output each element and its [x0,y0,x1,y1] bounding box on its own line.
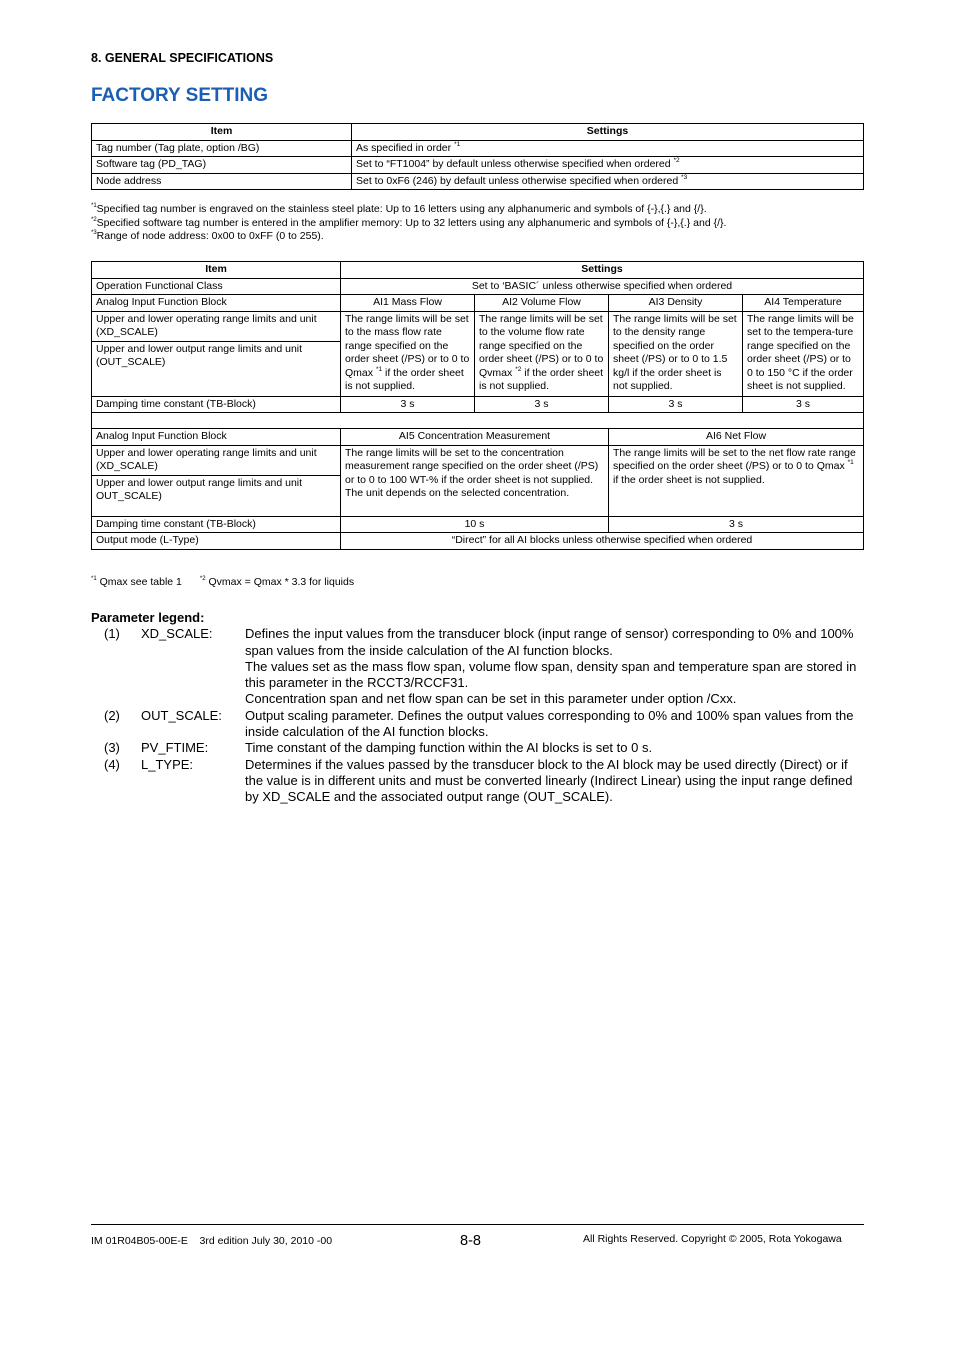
page-number: 8-8 [460,1233,481,1249]
block-name-cell: AI5 Concentration Measurement [341,429,609,446]
item-cell: Upper and lower output range limits and unit OUT_SCALE) [92,475,341,516]
legend-number: (1) [104,626,120,642]
table-row [92,429,864,446]
range-desc-cell: The range limits will be set to the mass flow rate range specified on the order sheet (/PS) or to 0 to Qmax $^{*1}$ if the order sheet is not supplied. [341,311,475,396]
legend-definition: Output scaling parameter. Defines the output values corresponding to 0% and 100% span values from the inside calculation of the AI function blocks. [245,707,854,740]
item-cell: Upper and lower output range limits and unit (OUT_SCALE) [92,341,341,396]
legend-line: Defines the input values from the transducer block (input range of sensor) corresponding to 0% and 100% span values from the inside calculation of the AI function blocks. [245,626,854,658]
legend-item [91,626,866,707]
footnotes-table1 [91,203,726,244]
footer-divider [91,1224,864,1225]
setting-cell: Set to “FT1004” by default unless otherwise specified when ordered $^{*2}$ [352,157,864,174]
range-desc-cell: The range limits will be set to the tempera-ture range specified on the order sheet (/PS) or to 0 to 150 °C if the order sheet is not supplied. [743,311,864,396]
legend-item [91,708,866,741]
parameter-legend [91,610,866,806]
item-cell: Upper and lower operating range limits and unit (XD_SCALE) [92,445,341,475]
item-cell: Analog Input Function Block [92,429,341,446]
item-cell: Output mode (L-Type) [92,533,341,550]
item-cell: Damping time constant (TB-Block) [92,396,341,413]
table-header-row [92,262,864,279]
column-header: Item [92,262,341,279]
legend-definition: Time constant of the damping function within the AI blocks is set to 0 s. [245,740,653,756]
footnotes-table2: $^{*1}$ Qmax see table 1 $^{*2}$ Qvmax = Qmax * 3.3 for liquids [91,576,355,588]
value-cell: 3 s [475,396,609,413]
block-name-cell: AI1 Mass Flow [341,295,475,312]
setting-cell: “Direct” for all AI blocks unless otherwise specified when ordered [341,533,864,550]
column-header: Settings [352,124,864,141]
item-cell: Software tag (PD_TAG) [92,157,352,174]
setting-cell: Set to ‘BASIC´ unless otherwise specified when ordered [341,278,864,295]
value-cell: 3 s [743,396,864,413]
block-name-cell: AI4 Temperature [743,295,864,312]
column-header: Settings [341,262,864,279]
item-cell: Damping time constant (TB-Block) [92,516,341,533]
table-row [92,173,864,190]
copyright: All Rights Reserved. Copyright © 2005, Rota Yokogawa [583,1233,842,1245]
section-heading: 8. GENERAL SPECIFICATIONS [91,51,274,65]
footnote: $^{*1}$Specified tag number is engraved on the stainless steel plate: Up to 16 letters using any alphanumeric and symbols of {-},{.} and {/}. [91,203,707,215]
table-row [92,295,864,312]
spacer-row [92,413,864,429]
item-cell: Upper and lower operating range limits and unit (XD_SCALE) [92,311,341,341]
table-row [92,516,864,533]
legend-definition: Determines if the values passed by the transducer block to the AI block may be used directly (Direct) or if the value is in different units and must be converted linearly (Indirect Linear) using the input range defined by XD_SCALE and the associated output range (OUT_SCALE). [245,756,853,805]
legend-title: Parameter legend: [91,610,205,625]
setting-cell: Set to 0xF6 (246) by default unless otherwise specified when ordered $^{*3}$ [352,173,864,190]
factory-settings-table [91,123,864,190]
legend-line: The values set as the mass flow span, volume flow span, density span and temperature span are stored in this parameter in the RCCT3/RCCF31. [245,658,857,691]
footnote: $^{*2}$Specified software tag number is entered in the amplifier memory: Up to 32 letters using any alphanumeric and symbols of {-},{.} and {/}. [91,216,727,229]
item-cell: Analog Input Function Block [92,295,341,312]
setting-cell: As specified in order $^{*1}$ [352,140,864,157]
table-row [92,445,864,475]
column-header: Item [92,124,352,141]
value-cell: 3 s [341,396,475,413]
legend-number: (3) [104,740,120,756]
range-desc-cell: The range limits will be set to the concentration measurement range specified on the order sheet (/PS) or to 0 to 100 WT-% if the order sheet is not supplied. The unit depends on the selected concentration. [341,445,609,516]
value-cell: 3 s [609,396,743,413]
spacer-cell [92,413,864,429]
table-row [92,140,864,157]
table-header-row [92,124,864,141]
item-cell: Tag number (Tag plate, option /BG) [92,140,352,157]
value-cell: 10 s [341,516,609,533]
item-cell: Operation Functional Class [92,278,341,295]
range-desc-cell: The range limits will be set to the volume flow rate range specified on the order sheet (/PS) or to 0 to Qvmax $^{*2}$ if the order sheet is not supplied. [475,311,609,396]
legend-item [91,757,866,806]
page-title: FACTORY SETTING [91,85,269,106]
table-row [92,157,864,174]
legend-number: (4) [104,756,120,772]
legend-line: Concentration span and net flow span can be set in this parameter under option /Cxx. [245,691,737,707]
value-cell: 3 s [609,516,864,533]
footnote: $^{*3}$Range of node address: 0x00 to 0xFF (0 to 255). [91,230,324,242]
table-row [92,533,864,550]
legend-item [91,740,866,756]
block-name-cell: AI3 Density [609,295,743,312]
item-cell: Node address [92,173,352,190]
legend-parameter: PV_FTIME: [141,740,209,756]
document-id: IM 01R04B05-00E-E 3rd edition July 30, 2010 -00 [91,1235,333,1247]
ai-block-settings-table [91,261,864,550]
block-name-cell: AI6 Net Flow [609,429,864,446]
legend-parameter: OUT_SCALE: [141,707,222,723]
table-row [92,396,864,413]
legend-parameter: L_TYPE: [141,756,194,772]
table-row [92,278,864,295]
range-desc-cell: The range limits will be set to the net flow rate range specified on the order sheet (/PS) or to 0 to Qmax $^{*1}$ if the order sheet is not supplied. [609,445,864,516]
table-row [92,311,864,341]
range-desc-cell: The range limits will be set to the density range specified on the order sheet (/PS) or to 0 to 1.5 kg/l if the order sheet is not supplied. [609,311,743,396]
block-name-cell: AI2 Volume Flow [475,295,609,312]
legend-definition [245,626,866,707]
legend-parameter: XD_SCALE: [141,626,213,642]
legend-number: (2) [104,707,120,723]
